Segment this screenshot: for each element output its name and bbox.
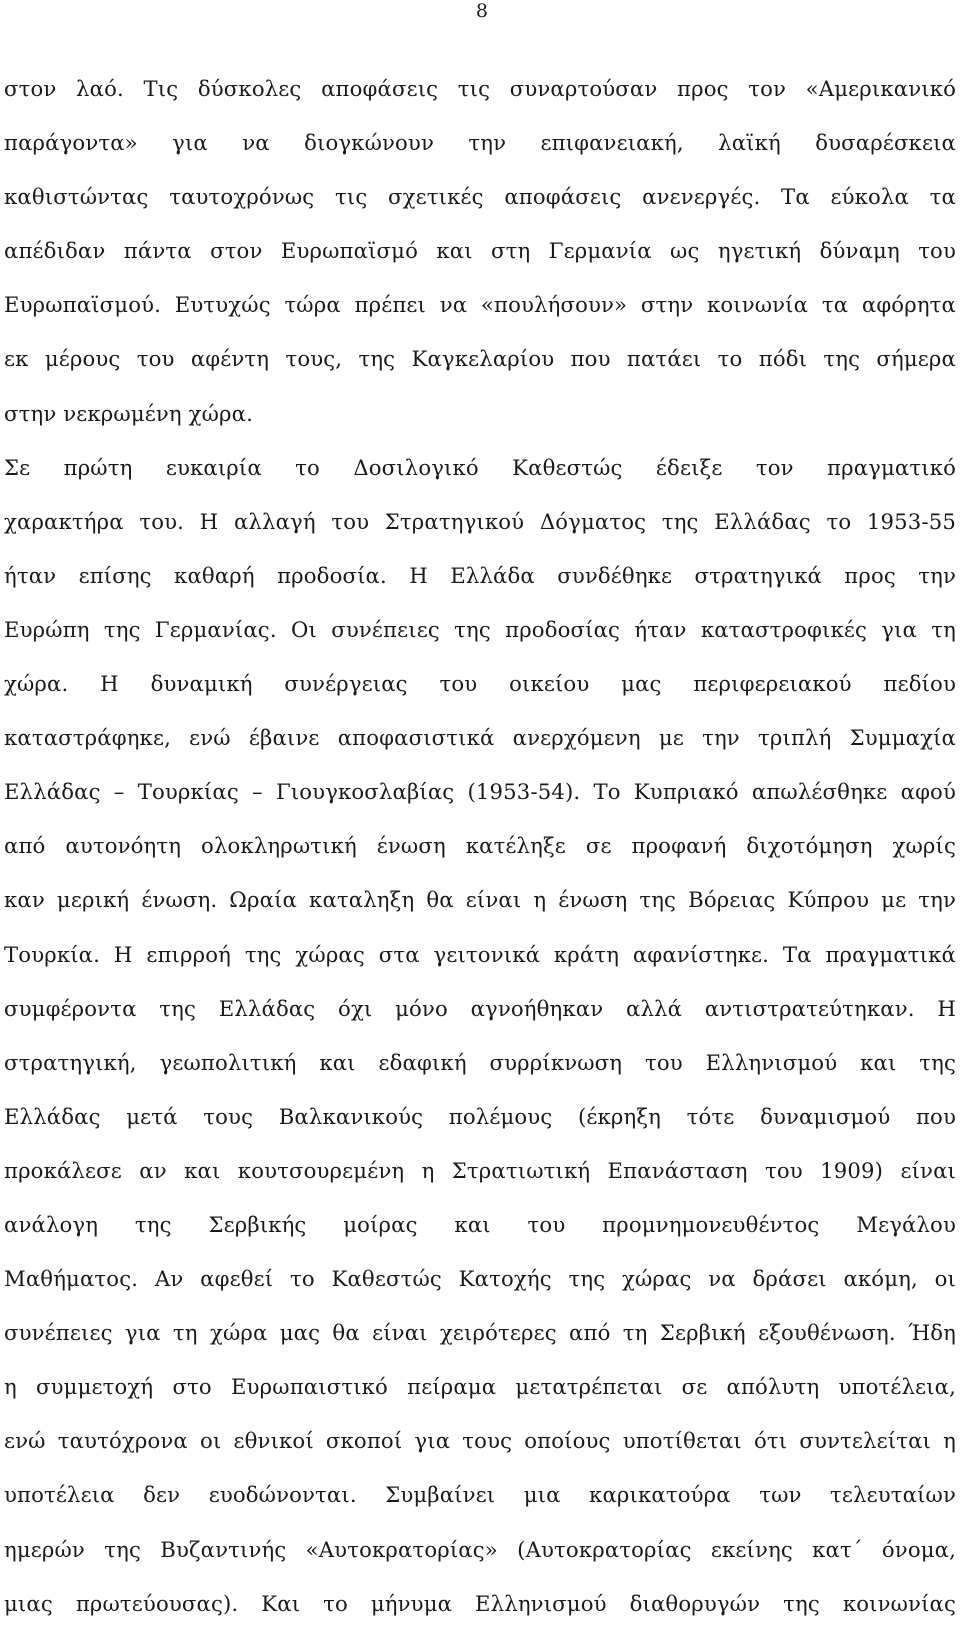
text-line: ενώ ταυτόχρονα οι εθνικοί σκοποί για τους οποίους υποτίθεται ότι συντελείται η (4, 1428, 956, 1454)
text-line: ανάλογη της Σερβικής μοίρας και του προμνημονευθέντος Μεγάλου (4, 1211, 956, 1237)
text-line: καθιστώντας ταυτοχρόνως τις σχετικές αποφάσεις ανενεργές. Τα εύκολα τα (4, 184, 956, 210)
text-line: συμφέροντα της Ελλάδας όχι μόνο αγνοήθηκαν αλλά αντιστρατεύτηκαν. Η (4, 995, 956, 1021)
text-line: Ευρωπαϊσμού. Ευτυχώς τώρα πρέπει να «πουλήσουν» στην κοινωνία τα αφόρητα (4, 292, 956, 318)
text-line: ήταν επίσης καθαρή προδοσία. Η Ελλάδα συνδέθηκε στρατηγικά προς την (4, 562, 956, 588)
text-line: στον λαό. Τις δύσκολες αποφάσεις τις συναρτούσαν προς τον «Αμερικανικό (4, 76, 956, 101)
text-line: παράγοντα» για να διογκώνουν την επιφανειακή, λαϊκή δυσαρέσκεια (4, 130, 956, 156)
text-line: η συμμετοχή στο Ευρωπαιστικό πείραμα μετατρέπεται σε απόλυτη υποτέλεια, (4, 1374, 956, 1400)
body-text (4, 62, 956, 1631)
text-line: υποτέλεια δεν ευοδώνονται. Συμβαίνει μια καρικατούρα των τελευταίων (4, 1482, 956, 1508)
text-line: Μαθήματος. Αν αφεθεί το Καθεστώς Κατοχής της χώρας να δράσει ακόμη, οι (4, 1266, 956, 1292)
text-line: μιας πρωτεύουσας). Και το μήνυμα Ελληνισμού διαθορυγών της κοινωνίας (4, 1590, 956, 1616)
text-line: Ευρώπη της Γερμανίας. Οι συνέπειες της προδοσίας ήταν καταστροφικές για τη (4, 616, 956, 642)
text-line: καταστράφηκε, ενώ έβαινε αποφασιστικά ανερχόμενη με την τριπλή Συμμαχία (4, 725, 956, 751)
text-line: Τουρκία. Η επιρροή της χώρας στα γειτονικά κράτη αφανίστηκε. Τα πραγματικά (4, 941, 956, 967)
text-line: προκάλεσε αν και κουτσουρεμένη η Στρατιωτική Επανάσταση του 1909) είναι (4, 1157, 956, 1183)
text-line: απέδιδαν πάντα στον Ευρωπαϊσμό και στη Γερμανία ως ηγετική δύναμη του (4, 238, 956, 264)
text-line: συνέπειες για τη χώρα μας θα είναι χειρότερες από τη Σερβική εξουθένωση. Ήδη (4, 1320, 956, 1346)
text-line: από αυτονόητη ολοκληρωτική ένωση κατέληξε σε προφανή διχοτόμηση χωρίς (4, 833, 956, 859)
text-line: χαρακτήρα του. Η αλλαγή του Στρατηγικού Δόγματος της Ελλάδας το 1953-55 (4, 508, 956, 534)
text-line: Ελλάδας μετά τους Βαλκανικούς πολέμους (έκρηξη τότε δυναμισμού που (4, 1103, 956, 1129)
text-line: εκ μέρους του αφέντη τους, της Καγκελαρίου που πατάει το πόδι της σήμερα (4, 346, 956, 372)
text-line: στρατηγική, γεωπολιτική και εδαφική συρρίκνωση του Ελληνισμού και της (4, 1049, 956, 1075)
text-line: στην νεκρωμένη χώρα. (4, 400, 253, 426)
text-line: Ελλάδας – Τουρκίας – Γιουγκοσλαβίας (1953-54). Το Κυπριακό απωλέσθηκε αφού (4, 779, 956, 805)
text-line: Σε πρώτη ευκαιρία το Δοσιλογικό Καθεστώς έδειξε τον πραγματικό (4, 454, 956, 480)
text-line: καν μερική ένωση. Ωραία καταληξη θα είναι η ένωση της Βόρειας Κύπρου με την (4, 887, 956, 913)
text-line: ημερών της Βυζαντινής «Αυτοκρατορίας» (Αυτοκρατορίας εκείνης κατ΄ όνομα, (4, 1536, 956, 1562)
page-number: 8 (475, 0, 488, 22)
text-line: χώρα. Η δυναμική συνέργειας του οικείου μας περιφερειακού πεδίου (4, 671, 956, 697)
